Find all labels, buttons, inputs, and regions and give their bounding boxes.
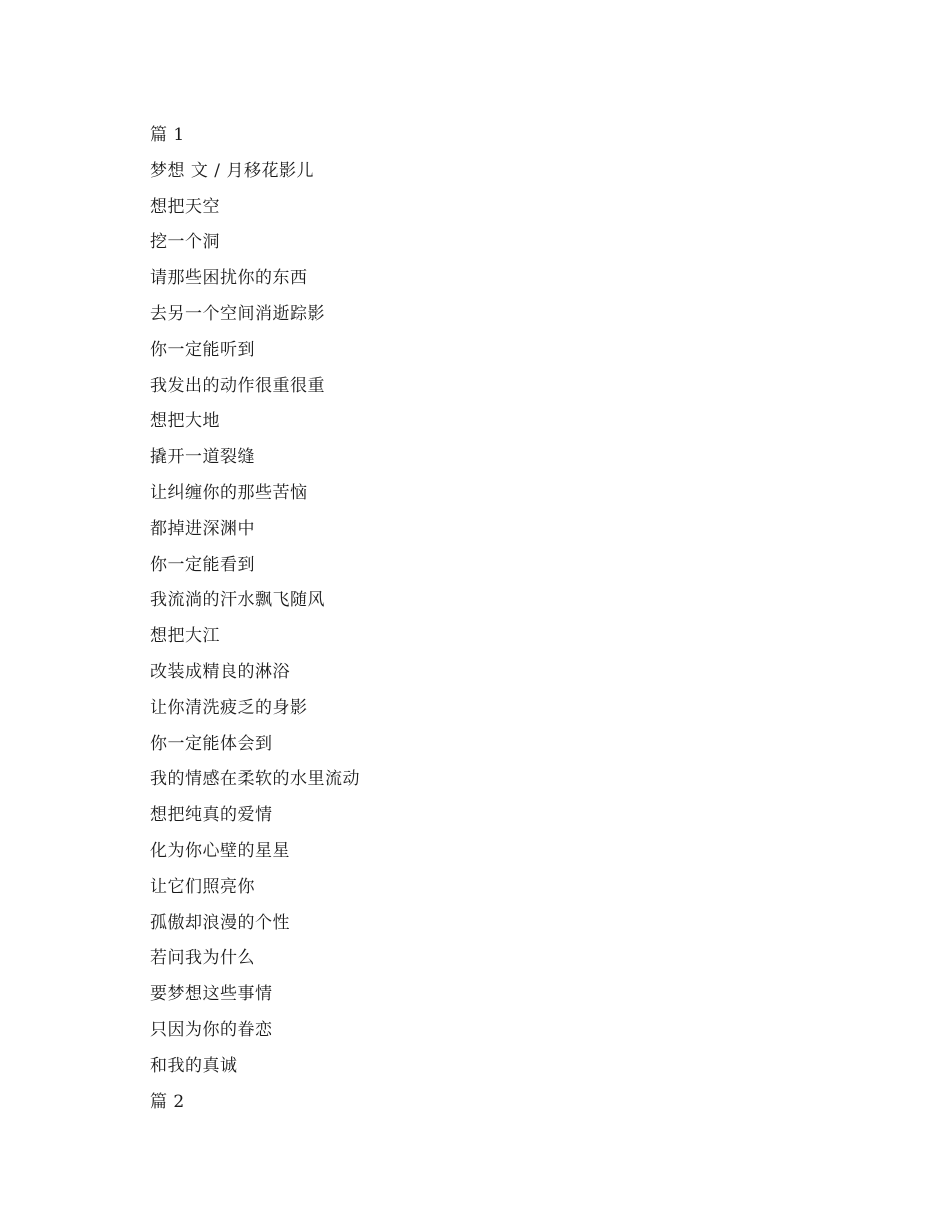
section-heading-2: 篇 2 — [150, 1091, 185, 1112]
poem-line: 想把天空 — [150, 196, 220, 217]
poem-line: 想把纯真的爱情 — [150, 805, 273, 826]
poem-line: 和我的真诚 — [150, 1055, 238, 1076]
poem-title-author: 梦想 文 / 月移花影儿 — [150, 160, 314, 181]
poem-line: 我流淌的汗水飘飞随风 — [150, 590, 325, 611]
poem-line: 我的情感在柔软的水里流动 — [150, 769, 360, 790]
poem-line: 想把大江 — [150, 626, 220, 647]
poem-line: 化为你心壁的星星 — [150, 840, 290, 861]
poem-line: 要梦想这些事情 — [150, 984, 273, 1005]
poem-line: 你一定能听到 — [150, 339, 255, 360]
poem-line: 你一定能体会到 — [150, 733, 273, 754]
poem-line: 请那些困扰你的东西 — [150, 268, 308, 289]
poem-line: 只因为你的眷恋 — [150, 1019, 273, 1040]
poem-line: 改装成精良的淋浴 — [150, 661, 290, 682]
poem-line: 都掉进深渊中 — [150, 518, 255, 539]
poem-line: 孤傲却浪漫的个性 — [150, 912, 290, 933]
document-page — [150, 118, 850, 1120]
poem-line: 让纠缠你的那些苦恼 — [150, 482, 308, 503]
poem-line: 让你清洗疲乏的身影 — [150, 697, 308, 718]
poem-line: 你一定能看到 — [150, 554, 255, 575]
poem-line: 想把大地 — [150, 411, 220, 432]
poem-line: 撬开一道裂缝 — [150, 447, 255, 468]
poem-line: 挖一个洞 — [150, 232, 220, 253]
poem-line: 去另一个空间消逝踪影 — [150, 303, 325, 324]
section-heading-1: 篇 1 — [150, 125, 185, 145]
poem-line: 我发出的动作很重很重 — [150, 375, 325, 396]
poem-line: 让它们照亮你 — [150, 876, 255, 897]
poem-line: 若问我为什么 — [150, 948, 255, 969]
